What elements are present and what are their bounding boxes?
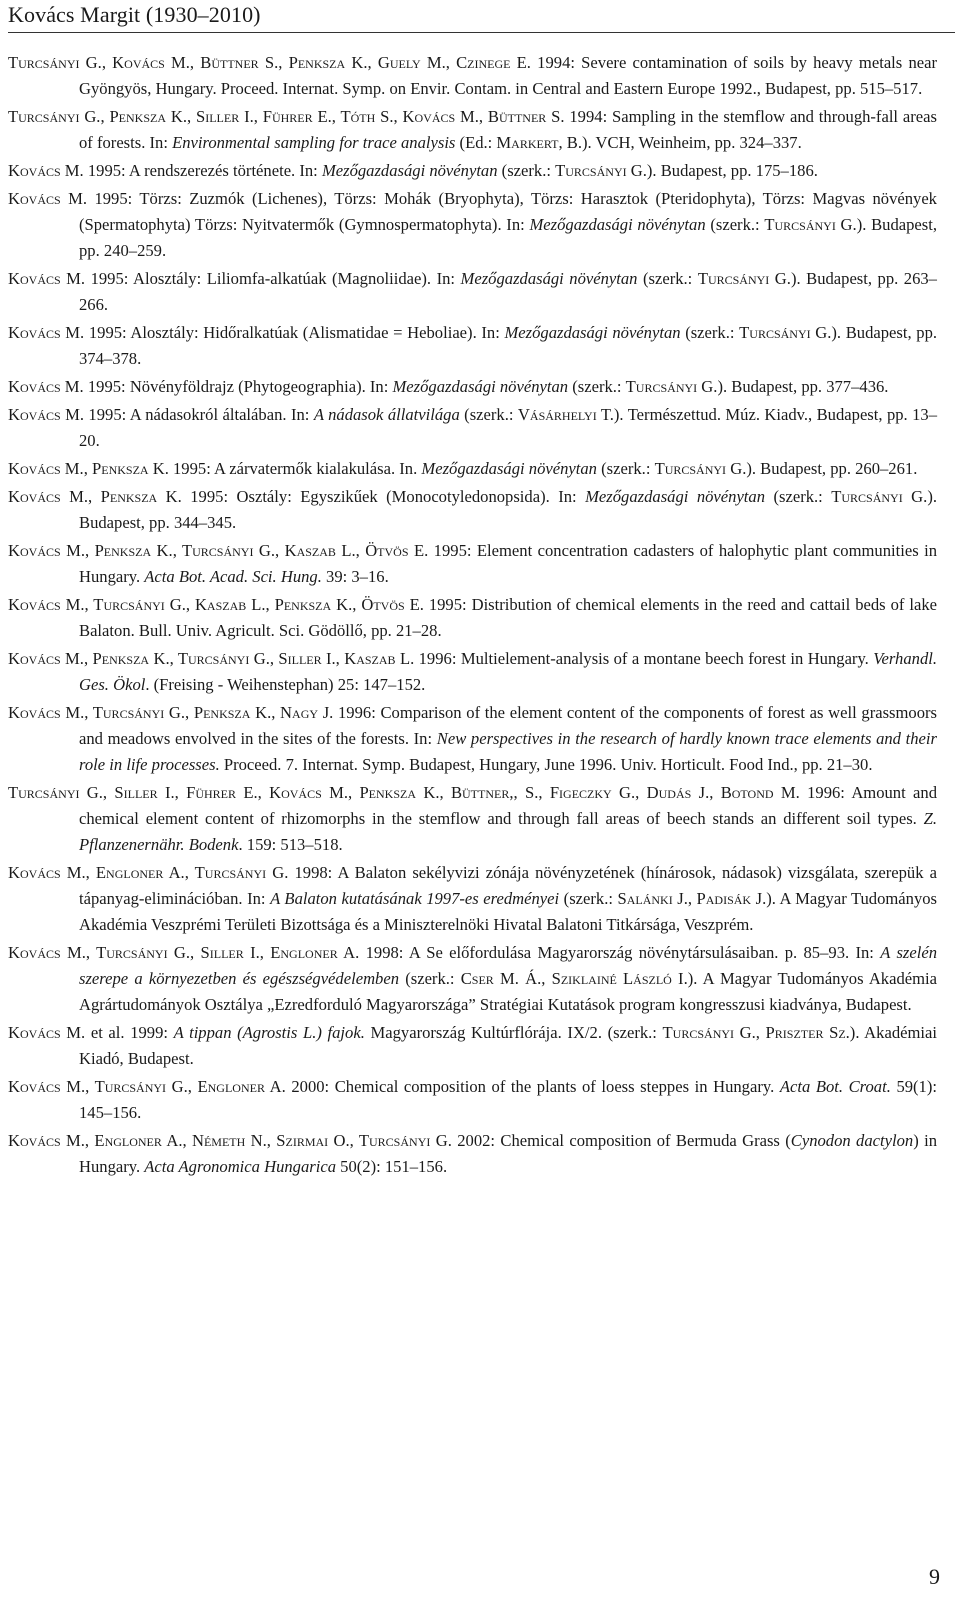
reference-text: et al. 1999:	[85, 1023, 174, 1042]
reference-authors: Kovács M., Penksza K., Turcsányi G., Kaszab L., Ötvös E.	[8, 541, 429, 560]
reference-authors: Kovács M.	[8, 323, 85, 342]
reference-italic-title: Mezőgazdasági növénytan	[421, 459, 597, 478]
reference-text: 1995: Alosztály: Hidőralkatúak (Alismatidae = Heboliae). In:	[84, 323, 505, 342]
reference-italic-title: Cynodon dactylon	[790, 1131, 914, 1150]
reference-entry	[8, 700, 937, 778]
reference-text: (szerk.:	[637, 269, 698, 288]
reference-authors: Kovács M.	[8, 1023, 86, 1042]
reference-text: ) in Hungary.	[79, 1131, 937, 1176]
reference-text: ). Akadémiai Kiadó, Budapest.	[79, 1023, 937, 1068]
reference-text: (szerk.:	[596, 459, 655, 478]
reference-authors: Turcsányi G.	[831, 487, 928, 506]
reference-list	[8, 50, 937, 1182]
reference-text: ). A Magyar Tudományos Akadémia Veszprémi Területi Bizottsága és a Miniszterelnöki Hivatal Balatoni Titkársága, Veszprém.	[79, 889, 938, 934]
reference-text: (szerk.:	[497, 161, 556, 180]
reference-entry	[8, 266, 937, 318]
reference-entry	[8, 1020, 937, 1072]
reference-entry	[8, 780, 937, 858]
reference-text: ). VCH, Weinheim, pp. 324–337.	[581, 133, 802, 152]
reference-italic-title: Environmental sampling for trace analysis	[172, 133, 456, 152]
reference-text: 1994: Sampling in the stemflow and through-fall areas of forests. In:	[79, 107, 937, 152]
reference-entry	[8, 320, 937, 372]
reference-authors: Kovács M.	[8, 269, 86, 288]
reference-authors: Turcsányi G.	[739, 323, 832, 342]
reference-authors: Kovács M., Engloner A., Németh N., Szirmai O., Turcsányi G.	[8, 1131, 452, 1150]
reference-italic-title: A Balaton kutatásának 1997-es eredményei	[270, 889, 560, 908]
reference-text: ). Budapest, pp. 175–186.	[646, 161, 818, 180]
reference-text: (szerk.:	[568, 377, 626, 396]
reference-authors: Kovács M., Turcsányi G., Penksza K., Nagy J.	[8, 703, 334, 722]
reference-text: 1995: Törzs: Zuzmók (Lichenes), Törzs: Mohák (Bryophyta), Törzs: Harasztok (Pteridophyta), Törzs: Magvas növények (Spermatophyta) Törzs: Nyitvatermők (Gymnospermatophyta). In:	[79, 189, 937, 234]
reference-entry	[8, 538, 937, 590]
reference-text: (szerk.:	[765, 487, 832, 506]
reference-text: Proceed. 7. Internat. Symp. Budapest, Hungary, June 1996. Univ. Horticult. Food Ind., pp. 21–30.	[219, 755, 873, 774]
reference-authors: Turcsányi G., Siller I., Führer E., Kovács M., Penksza K., Büttner,, S., Figeczky G., Dudás J., Botond M.	[8, 783, 800, 802]
reference-text: 1995: Osztály: Egyszikűek (Monocotyledonopsida). In:	[181, 487, 586, 506]
reference-text: 50(2): 151–156.	[336, 1157, 448, 1176]
reference-italic-title: Mezőgazdasági növénytan	[392, 377, 569, 396]
reference-text: 1995: A nádasokról általában. In:	[84, 405, 314, 424]
reference-authors: Kovács M., Turcsányi G., Siller I., Engloner A.	[8, 943, 360, 962]
reference-authors: Turcsányi G.	[697, 269, 791, 288]
reference-text: 1995: Növényföldrajz (Phytogeographia). In:	[83, 377, 393, 396]
reference-authors: Markert, B.	[496, 133, 582, 152]
reference-text: 1994: Severe contamination of soils by heavy metals near Gyöngyös, Hungary. Proceed. Internat. Symp. on Envir. Contam. in Central and Eastern Europe 1992., Budapest, pp. 515–517.	[79, 53, 938, 98]
reference-italic-title: Mezőgazdasági növénytan	[585, 487, 766, 506]
reference-text: 1995: A rendszerezés története. In:	[83, 161, 322, 180]
reference-text: 1998: A Balaton sekélyvizi zónája növényzetének (hínárosok, nádasok) vizsgálata, szerepük a tápanyag-eliminációban. In:	[79, 863, 937, 908]
reference-authors: Kovács M.	[8, 161, 84, 180]
reference-text: . 159: 513–518.	[238, 835, 343, 854]
header-rule	[8, 32, 955, 33]
reference-entry	[8, 1128, 937, 1180]
reference-italic-title: A tippan (Agrostis L.) fajok.	[173, 1023, 365, 1042]
reference-italic-title: Acta Bot. Croat.	[779, 1077, 891, 1096]
reference-entry	[8, 456, 937, 482]
reference-text: ). A Magyar Tudományos Akadémia Agrártudományok Osztálya „Ezredforduló Magyarországa” Stratégiai Kutatások program kongresszusi kiadványa, Budapest.	[79, 969, 938, 1014]
reference-italic-title: New perspectives in the research of hardly known trace elements and their role in life processes.	[79, 729, 937, 774]
running-header-title: Kovács Margit (1930–2010)	[8, 2, 261, 27]
page-number: 9	[929, 1564, 940, 1589]
reference-italic-title: Acta Bot. Acad. Sci. Hung.	[144, 567, 322, 586]
reference-authors: Salánki J., Padisák J.	[617, 889, 767, 908]
reference-authors: Kovács M., Penksza K.	[8, 459, 169, 478]
reference-italic-title: Mezőgazdasági növénytan	[529, 215, 706, 234]
reference-text: 1998: A Se előfordulása Magyarország növénytársulásaiban. p. 85–93. In:	[359, 943, 881, 962]
reference-italic-title: Z. Pflanzenernähr. Bodenk	[79, 809, 937, 854]
reference-entry	[8, 592, 937, 644]
reference-text: ). Budapest, pp. 240–259.	[79, 215, 937, 260]
reference-text: . (Freising - Weihenstephan) 25: 147–152.	[145, 675, 426, 694]
reference-authors: Turcsányi G., Kovács M., Büttner S., Penksza K., Guely M., Czinege E.	[8, 53, 531, 72]
reference-authors: Kovács M., Penksza K., Turcsányi G., Siller I., Kaszab L.	[8, 649, 415, 668]
reference-italic-title: A nádasok állatvilága	[313, 405, 460, 424]
reference-text: 1996: Multielement-analysis of a montane beech forest in Hungary.	[414, 649, 874, 668]
reference-authors: Turcsányi G., Penksza K., Siller I., Führer E., Tóth S., Kovács M., Büttner S.	[8, 107, 565, 126]
reference-authors: Kovács M., Turcsányi G., Kaszab L., Penksza K., Ötvös E.	[8, 595, 424, 614]
reference-text: ). Budapest, pp. 374–378.	[79, 323, 938, 368]
reference-text: ). Budapest, pp. 260–261.	[746, 459, 918, 478]
reference-entry	[8, 646, 937, 698]
reference-italic-title: Acta Agronomica Hungarica	[144, 1157, 337, 1176]
reference-text: 1995: A zárvatermők kialakulása. In.	[168, 459, 422, 478]
reference-authors: Turcsányi G., Priszter Sz.	[662, 1023, 850, 1042]
reference-authors: Turcsányi G.	[555, 161, 647, 180]
reference-text: (szerk.:	[680, 323, 740, 342]
reference-authors: Cser M. Á., Sziklainé László I.	[460, 969, 688, 988]
reference-text: 1996: Amount and chemical element content of rhizomorphs in the stemflow and through fall areas of beech stands an different soil types.	[79, 783, 937, 828]
reference-authors: Turcsányi G.	[625, 377, 718, 396]
reference-text: ). Budapest, pp. 263–266.	[79, 269, 937, 314]
reference-entry	[8, 158, 937, 184]
reference-authors: Vásárhelyi T.	[517, 405, 614, 424]
reference-text: (szerk.:	[399, 969, 461, 988]
reference-authors: Kovács M., Penksza K.	[8, 487, 182, 506]
reference-text: ). Budapest, pp. 377–436.	[717, 377, 889, 396]
reference-entry	[8, 860, 937, 938]
reference-entry	[8, 50, 937, 102]
reference-text: 1996: Comparison of the element content of the components of forest as well grassmoors and meadows envolved in the sites of the forests. In:	[79, 703, 938, 748]
reference-text: 59(1): 145–156.	[79, 1077, 937, 1122]
reference-entry	[8, 1074, 937, 1126]
reference-italic-title: A szelén szerepe a környezetben és egészségvédelemben	[79, 943, 937, 988]
reference-entry	[8, 484, 937, 536]
reference-italic-title: Mezőgazdasági növénytan	[321, 161, 498, 180]
reference-text: (szerk.:	[559, 889, 618, 908]
reference-entry	[8, 104, 937, 156]
reference-italic-title: Verhandl. Ges. Ökol	[79, 649, 937, 694]
reference-authors: Turcsányi G.	[654, 459, 747, 478]
reference-authors: Kovács M.	[8, 377, 84, 396]
reference-text: (szerk.:	[459, 405, 518, 424]
reference-text: 1995: Distribution of chemical elements in the reed and cattail beds of lake Balaton. Bull. Univ. Agricult. Sci. Gödöllő, pp. 21–28.	[79, 595, 937, 640]
reference-authors: Turcsányi G.	[764, 215, 857, 234]
reference-entry	[8, 940, 937, 1018]
reference-text: 1995: Alosztály: Liliomfa-alkatúak (Magnoliidae). In:	[85, 269, 461, 288]
reference-text: 39: 3–16.	[321, 567, 389, 586]
reference-text: ). Természettud. Múz. Kiadv., Budapest, pp. 13–20.	[79, 405, 938, 450]
reference-authors: Kovács M.	[8, 189, 88, 208]
reference-italic-title: Mezőgazdasági növénytan	[460, 269, 638, 288]
reference-text: 2000: Chemical composition of the plants of loess steppes in Hungary.	[285, 1077, 780, 1096]
reference-text: (szerk.:	[705, 215, 765, 234]
reference-authors: Kovács M., Turcsányi G., Engloner A.	[8, 1077, 286, 1096]
reference-text: Magyarország Kultúrflórája. IX/2. (szerk.:	[364, 1023, 663, 1042]
reference-italic-title: Mezőgazdasági növénytan	[504, 323, 681, 342]
reference-text: 2002: Chemical composition of Bermuda Grass (	[451, 1131, 791, 1150]
reference-entry	[8, 374, 937, 400]
reference-authors: Kovács M.	[8, 405, 84, 424]
reference-entry	[8, 402, 937, 454]
reference-text: (Ed.:	[455, 133, 497, 152]
reference-text: ). Budapest, pp. 344–345.	[79, 487, 937, 532]
running-header	[8, 0, 955, 40]
reference-entry	[8, 186, 937, 264]
reference-authors: Kovács M., Engloner A., Turcsányi G.	[8, 863, 289, 882]
reference-text: 1995: Element concentration cadasters of halophytic plant communities in Hungary.	[79, 541, 937, 586]
